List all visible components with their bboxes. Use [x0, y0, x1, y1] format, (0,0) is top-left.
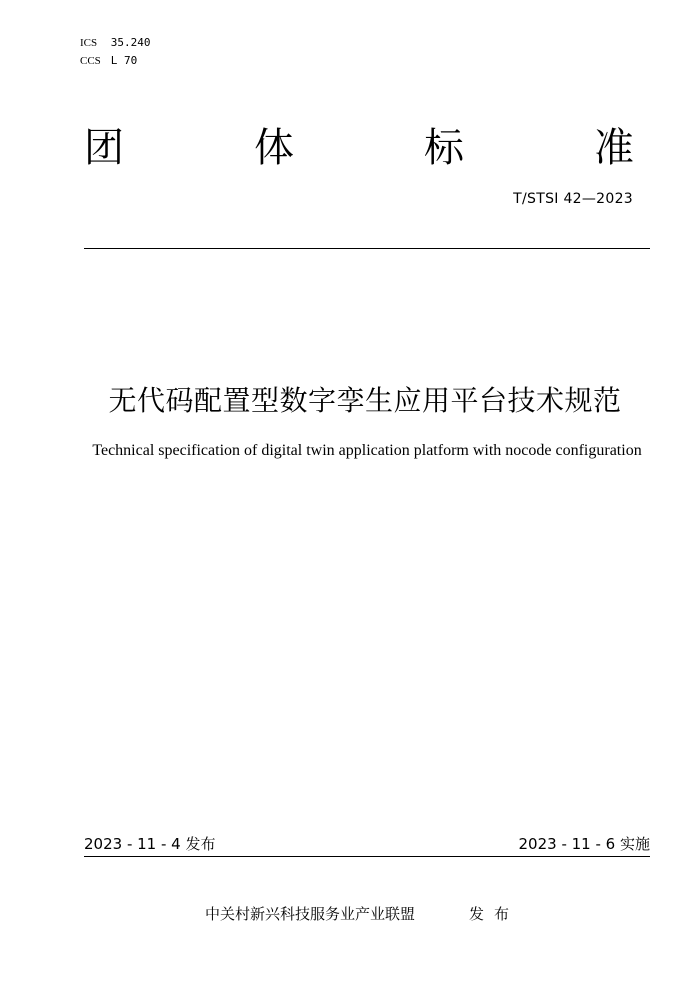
standard-type-heading: [84, 122, 634, 174]
title-english: Technical specification of digital twin application platform with nocode configuration: [92, 442, 642, 459]
issue-date: 2023 - 11 - 4 发布: [84, 835, 216, 853]
standard-number: T/STSI 42—2023: [513, 191, 633, 207]
implementation-date: 2023 - 11 - 6 实施: [518, 835, 650, 853]
ics-code: [80, 36, 151, 50]
ics-label: ICS: [80, 37, 98, 49]
ics-value: 35.240: [110, 36, 151, 49]
ccs-code: [80, 54, 137, 68]
ccs-value: L 70: [110, 54, 138, 67]
publisher-name: 中关村新兴科技服务业产业联盟: [205, 905, 416, 923]
standard-type-char: 团: [84, 125, 124, 171]
top-divider: [84, 248, 650, 249]
title-chinese: 无代码配置型数字孪生应用平台技术规范: [108, 384, 622, 417]
publish-label: 发布: [469, 905, 520, 923]
standard-type-char: 标: [424, 125, 464, 171]
bottom-divider: [84, 856, 650, 857]
standard-type-char: 准: [594, 125, 634, 171]
ccs-label: CCS: [80, 55, 101, 67]
standard-type-char: 体: [254, 125, 294, 171]
